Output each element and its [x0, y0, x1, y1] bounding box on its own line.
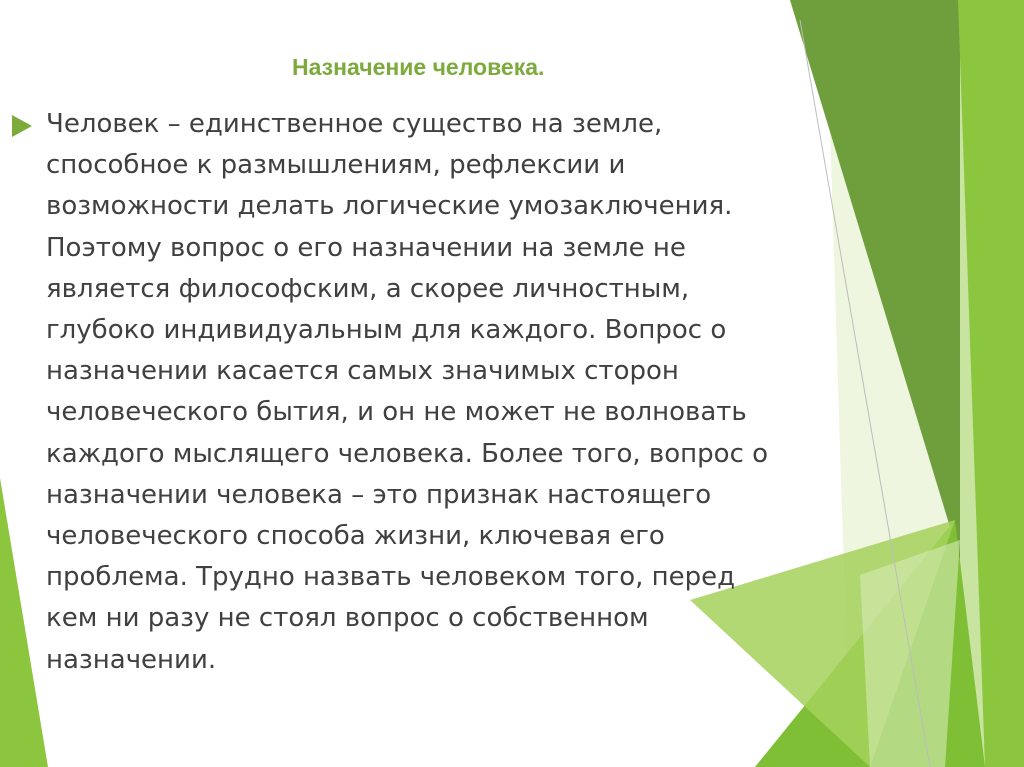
body-line: человеческого способа жизни, ключевая его [46, 521, 665, 552]
triangle-bullet-icon [12, 115, 32, 137]
body-line: проблема. Трудно назвать человеком того, перед [46, 562, 736, 593]
body-paragraph [46, 104, 926, 681]
body-line: каждого мыслящего человека. Более того, вопрос о [46, 438, 769, 469]
body-line: Человек – единственное существо на земле, [46, 109, 663, 139]
body-line: глубоко индивидуальным для каждого. Вопрос о [46, 315, 727, 346]
body-line: способное к размышлениям, рефлексии и [46, 150, 626, 181]
left-lime-sliver [0, 478, 48, 767]
body-line: возможности делать логические умозаключения. [46, 191, 733, 222]
body-line: кем ни разу не стоял вопрос о собственном [46, 603, 649, 634]
body-line: Поэтому вопрос о его назначении на земле не [46, 232, 686, 263]
body-line: назначении человека – это признак настоящего [46, 479, 712, 510]
body-line: назначении касается самых значимых сторон [46, 356, 679, 387]
body-line: является философским, а скорее личностным, [46, 273, 690, 304]
body-line: человеческого бытия, и он не может не волновать [46, 397, 747, 428]
body-line: назначении. [46, 644, 217, 675]
slide-title: Назначение человека. [292, 54, 545, 80]
